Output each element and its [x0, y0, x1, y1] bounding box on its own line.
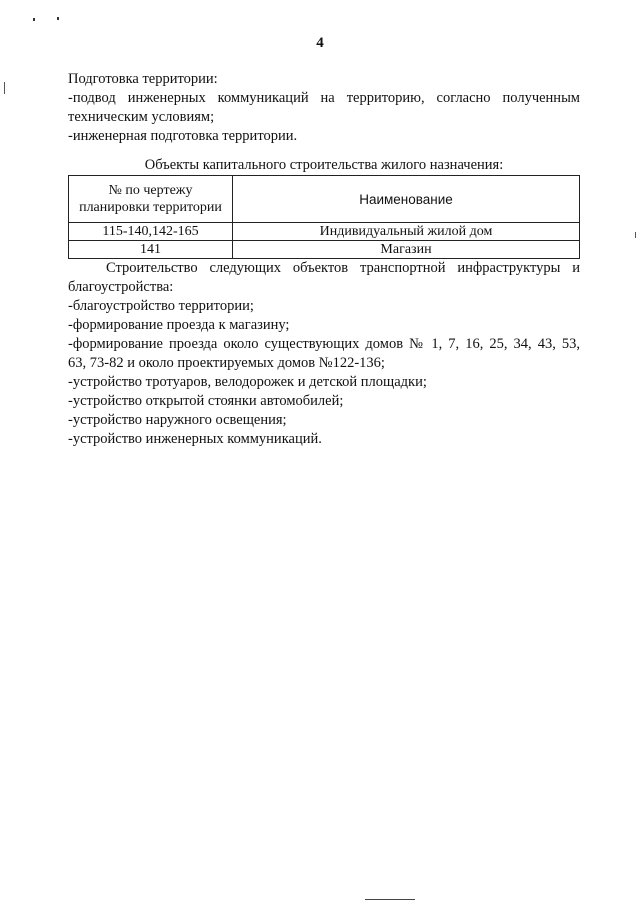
scan-artifact-bottom-line [365, 899, 415, 900]
list-item-continuation: техническим условиям; [68, 109, 215, 125]
table-cell-number: 141 [69, 241, 233, 259]
scan-artifact-left-mark [4, 82, 5, 94]
list-item: -инженерная подготовка территории. [68, 128, 298, 144]
list-item: -формирование проезда около существующих домов № 1, 7, 16, 25, 34, 43, 53, [68, 336, 580, 352]
table-header-drawing-number: № по чертежу планировки территории [69, 176, 233, 223]
objects-table [68, 175, 580, 259]
list-item: -подвод инженерных коммуникаций на территорию, согласно полученным [68, 90, 580, 106]
table-cell-name: Магазин [233, 241, 580, 259]
table-header-row [69, 176, 580, 223]
scan-artifact-dot [57, 17, 59, 20]
document-body [68, 70, 580, 449]
transport-intro: Строительство следующих объектов транспортной инфраструктуры и [106, 260, 580, 276]
table-header-name: Наименование [233, 176, 580, 223]
list-item-continuation: 63, 73-82 и около проектируемых домов №122-136; [68, 355, 385, 371]
list-item: -устройство тротуаров, велодорожек и детской площадки; [68, 374, 427, 390]
scan-artifact-right-mark [635, 232, 636, 238]
table-cell-name: Индивидуальный жилой дом [233, 223, 580, 241]
list-item: -благоустройство территории; [68, 298, 254, 314]
list-item: -формирование проезда к магазину; [68, 317, 290, 333]
table-row [69, 223, 580, 241]
page-number: 4 [316, 35, 324, 51]
scan-artifact-dot [33, 18, 35, 21]
list-item: -устройство инженерных коммуникаций. [68, 431, 322, 447]
table-row [69, 241, 580, 259]
section-heading: Подготовка территории: [68, 71, 218, 87]
table-title: Объекты капитального строительства жилого назначения: [144, 157, 504, 173]
list-item: -устройство открытой стоянки автомобилей; [68, 393, 344, 409]
table-cell-number: 115-140,142-165 [69, 223, 233, 241]
list-item: -устройство наружного освещения; [68, 412, 287, 428]
transport-intro-continuation: благоустройства: [68, 279, 174, 295]
